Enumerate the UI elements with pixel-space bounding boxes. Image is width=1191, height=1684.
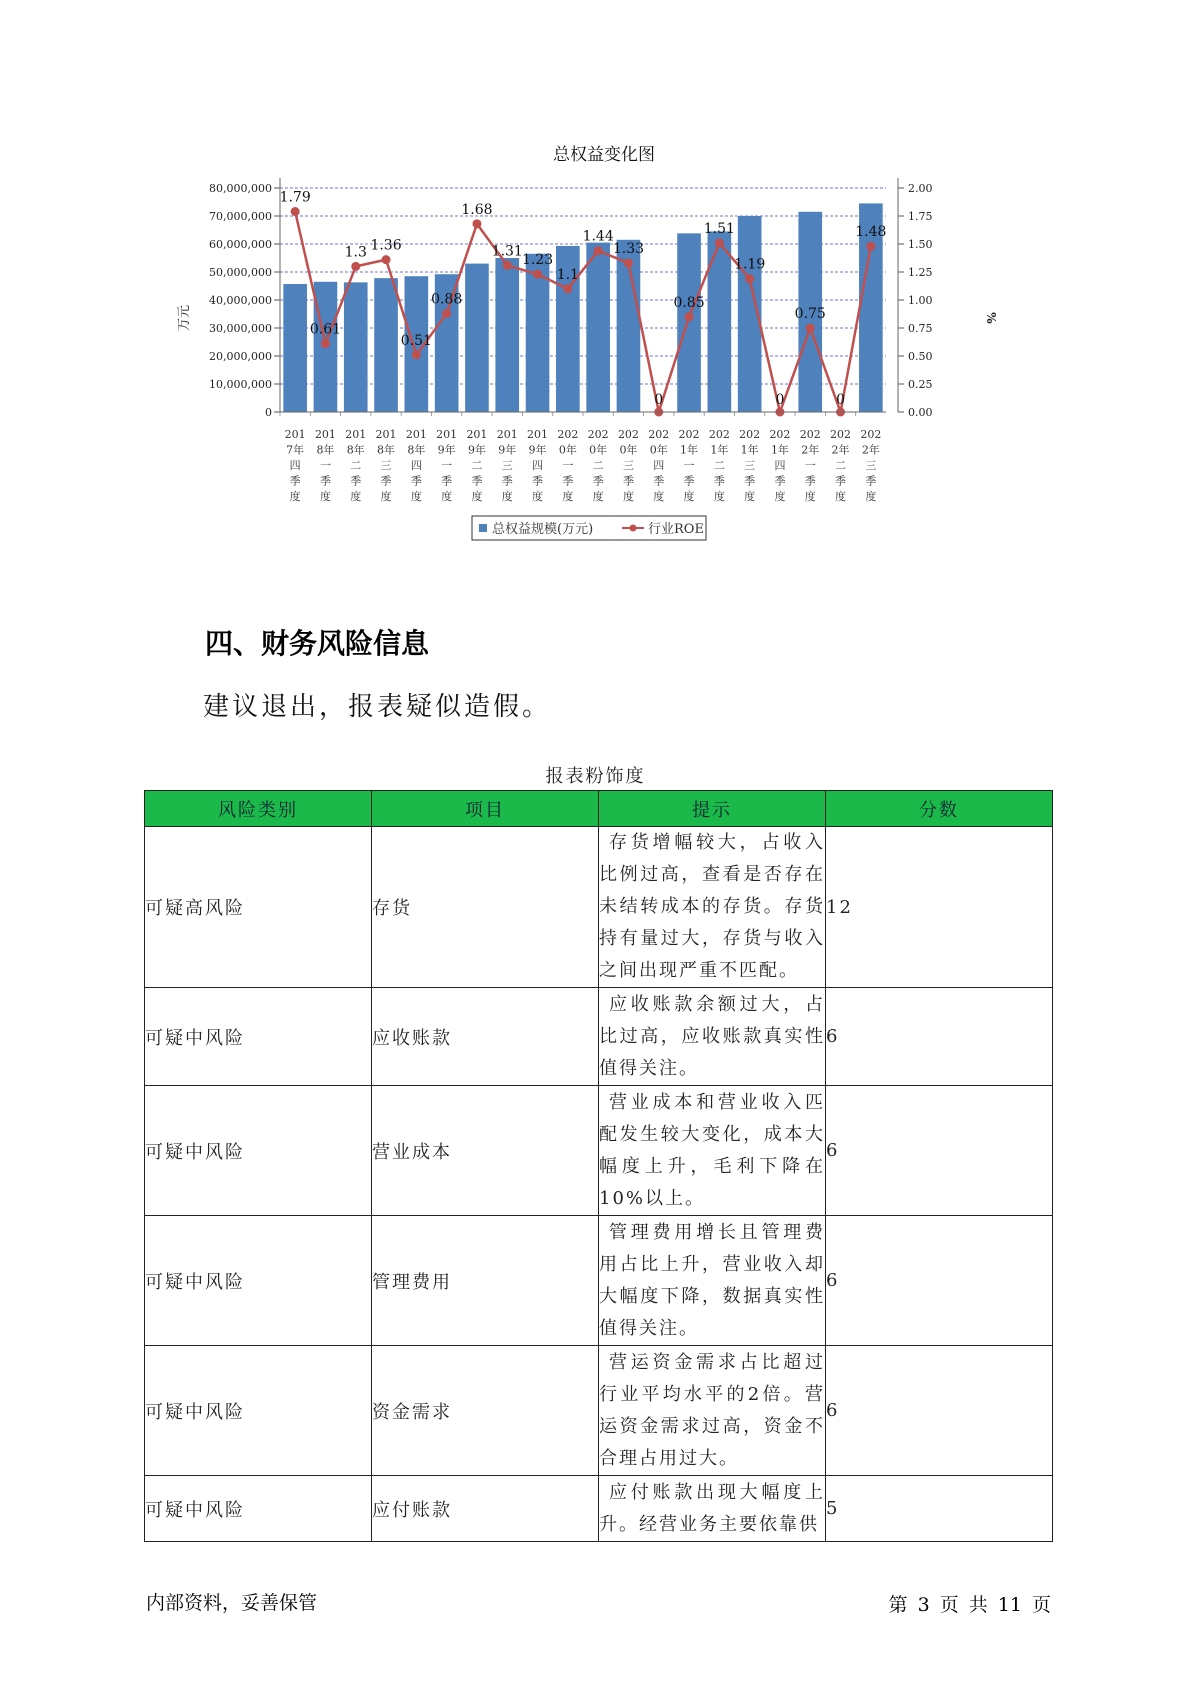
x-tick-label: 201 9年一季度 [436,428,458,503]
roe-point [563,284,572,293]
cell-risk-category: 可疑中风险 [145,1216,372,1346]
x-tick-label: 202 1年四季度 [769,428,791,503]
y-tick-label: 80,000,000 [209,182,272,195]
x-tick-label: 201 8年四季度 [405,428,427,503]
roe-point [412,350,421,359]
cell-hint [599,1086,826,1216]
risk-table [144,790,1053,1542]
header-hint: 提示 [599,791,826,827]
bar [586,243,610,412]
cell-score: 12 [826,827,1053,988]
roe-point [351,262,360,271]
cell-risk-category: 可疑中风险 [145,1346,372,1476]
roe-data-label: 0.88 [431,291,463,308]
cell-risk-category: 可疑中风险 [145,1476,372,1542]
roe-data-label: 0 [836,392,846,408]
roe-data-label: 1.48 [855,224,887,241]
hint-text: 营运资金需求占比超过行业平均水平的2倍。营运资金需求过高，资金不合理占用过大。 [599,1351,825,1469]
x-tick-label: 201 8年二季度 [345,428,367,503]
roe-point [472,219,481,228]
roe-point [715,238,724,247]
roe-data-label: 1.33 [612,241,645,258]
cell-item: 营业成本 [372,1086,599,1216]
hint-text: 存货增幅较大，占收入比例过高，查看是否存在未结转成本的存货。存货持有量过大，存货与收入之间出现严重不匹配。 [599,832,825,981]
cell-score: 6 [826,1216,1053,1346]
x-tick-label: 202 2年一季度 [799,428,821,503]
x-tick-label: 202 2年三季度 [860,428,882,503]
hint-text: 应付账款出现大幅度上升。经营业务主要依靠供 [599,1481,825,1535]
bar [708,231,732,412]
cell-risk-category: 可疑中风险 [145,1086,372,1216]
legend-line-marker [630,525,637,532]
chart-grid [280,188,886,384]
x-tick-label: 201 9年四季度 [527,428,549,503]
roe-point [745,274,754,283]
table-header-row [145,791,1053,827]
x-tick-label: 202 1年二季度 [708,428,730,503]
y2-tick-label: 1.75 [908,210,933,223]
legend-bar-swatch [479,524,487,532]
bar [374,278,398,412]
x-tick-label: 201 9年三季度 [496,428,518,503]
bar [283,284,307,412]
roe-point [291,207,300,216]
table-row [145,988,1053,1086]
section-title: 四、财务风险信息 [205,627,430,660]
y-tick-label: 70,000,000 [209,210,272,223]
bar [465,264,489,412]
legend-line-label: 行业ROE [648,522,704,537]
cell-score: 6 [826,1086,1053,1216]
table-row [145,1346,1053,1476]
y2-tick-label: 0.25 [908,378,933,391]
cell-risk-category: 可疑高风险 [145,827,372,988]
equity-chart [170,130,1000,550]
x-tick-label: 201 8年一季度 [314,428,336,503]
roe-data-label: 0 [654,392,664,408]
table-caption: 报表粉饰度 [545,766,646,787]
hint-text: 营业成本和营业收入匹配发生较大变化，成本大幅度上升，毛利下降在10%以上。 [599,1091,825,1209]
y-tick-label: 10,000,000 [209,378,272,391]
y2-tick-label: 2.00 [908,182,933,195]
roe-data-label: 1.51 [703,220,735,237]
header-item: 项目 [372,791,599,827]
cell-hint [599,1476,826,1542]
y2-tick-label: 0.75 [908,322,933,335]
y2-axis-label: % [984,312,998,324]
x-tick-label: 201 9年二季度 [466,428,488,503]
y-tick-label: 40,000,000 [209,294,272,307]
roe-data-label: 1.68 [461,201,493,218]
cell-item: 管理费用 [372,1216,599,1346]
table-row [145,1476,1053,1542]
table-row [145,1216,1053,1346]
footer-confidential: 内部资料，妥善保管 [146,1592,318,1614]
cell-hint [599,1346,826,1476]
roe-line-series [280,190,887,417]
chart-title: 总权益变化图 [553,145,655,165]
roe-data-label: 1.19 [734,256,766,273]
hint-text: 管理费用增长且管理费用占比上升，营业收入却大幅度下降，数据真实性值得关注。 [599,1221,825,1339]
roe-point [533,270,542,279]
roe-point [866,242,875,251]
x-tick-label: 202 1年一季度 [678,428,700,503]
x-tick-label: 202 1年三季度 [739,428,761,503]
footer-page-number: 第 3 页 共 11 页 [888,1594,1051,1616]
advice-text: 建议退出，报表疑似造假。 [203,692,552,722]
roe-point [321,339,330,348]
header-risk-category: 风险类别 [145,791,372,827]
cell-hint [599,827,826,988]
roe-point [685,312,694,321]
roe-data-label: 1.3 [344,244,367,261]
left-axis [209,178,280,419]
x-tick-label: 201 8年三季度 [375,428,397,503]
bar [677,233,701,412]
table-row [145,1086,1053,1216]
roe-data-label: 0 [775,392,785,408]
roe-point [382,255,391,264]
y2-tick-label: 1.50 [908,238,933,251]
cell-item: 应收账款 [372,988,599,1086]
roe-point [442,309,451,318]
roe-data-label: 1.44 [582,228,614,245]
x-tick-label: 202 0年一季度 [557,428,579,503]
roe-data-label: 0.51 [400,332,432,349]
y-tick-label: 0 [265,406,272,419]
y2-tick-label: 0.50 [908,350,933,363]
cell-hint [599,988,826,1086]
chart-legend [472,516,706,540]
table-row [145,827,1053,988]
cell-risk-category: 可疑中风险 [145,988,372,1086]
cell-score: 5 [826,1476,1053,1542]
cell-score: 6 [826,1346,1053,1476]
header-score: 分数 [826,791,1053,827]
roe-data-label: 1.23 [521,252,554,269]
hint-text: 应收账款余额过大，占比过高，应收账款真实性值得关注。 [599,993,825,1079]
right-axis [898,178,933,419]
x-tick-label: 202 0年三季度 [617,428,639,503]
y2-tick-label: 0.00 [908,406,933,419]
cell-item: 资金需求 [372,1346,599,1476]
y-tick-label: 30,000,000 [209,322,272,335]
roe-data-label: 1.1 [556,266,579,283]
x-axis-ticks [280,412,886,503]
y2-tick-label: 1.25 [908,266,933,279]
roe-point [503,261,512,270]
legend-bar-label: 总权益规模(万元) [492,522,594,537]
x-tick-label: 202 0年四季度 [648,428,670,503]
x-tick-label: 201 7年四季度 [284,428,306,503]
roe-data-label: 0.75 [794,306,826,322]
roe-data-label: 0.85 [673,294,705,311]
y-axis-label: 万元 [177,304,192,332]
cell-item: 应付账款 [372,1476,599,1542]
bar [344,282,368,412]
y2-tick-label: 1.00 [908,294,933,307]
y-tick-label: 50,000,000 [209,266,272,279]
roe-data-label: 1.79 [279,189,311,206]
cell-hint [599,1216,826,1346]
roe-point [594,246,603,255]
roe-data-label: 0.61 [309,321,342,338]
x-tick-label: 202 2年二季度 [830,428,852,503]
y-tick-label: 60,000,000 [209,238,272,251]
y-tick-label: 20,000,000 [209,350,272,363]
cell-score: 6 [826,988,1053,1086]
cell-item: 存货 [372,827,599,988]
roe-data-label: 1.36 [370,237,402,254]
roe-point [806,324,815,333]
bar [495,258,519,412]
x-tick-label: 202 0年二季度 [587,428,609,503]
roe-point [624,259,633,268]
roe-data-label: 1.31 [491,243,523,260]
